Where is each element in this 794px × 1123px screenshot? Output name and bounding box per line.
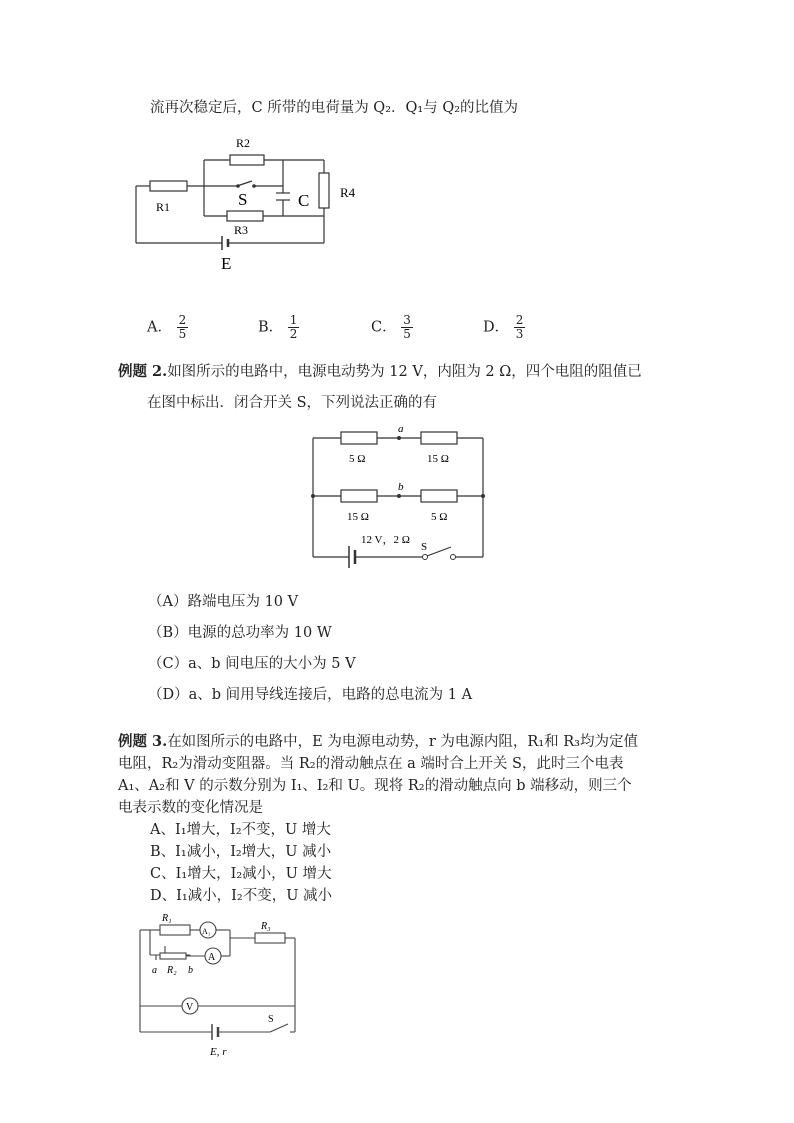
e-label: E xyxy=(221,254,232,273)
source-label: E, r xyxy=(210,1046,227,1058)
r4-label: R4 xyxy=(340,185,356,200)
q3-option-d[interactable]: D、I₁减小，I₂不变，U 减小 xyxy=(150,888,333,904)
q1-option-b[interactable] xyxy=(258,314,299,341)
s-label: S xyxy=(268,1014,274,1025)
q2-option-b[interactable]: （B）电源的总功率为 10 W xyxy=(148,625,332,641)
option-label: D． xyxy=(483,319,510,336)
a1-label: A₁ xyxy=(202,927,211,936)
a-label: a xyxy=(152,965,157,976)
r1-label: R₁ xyxy=(162,913,172,924)
option-label: B． xyxy=(258,319,284,336)
option-label: C． xyxy=(371,319,397,336)
q3-line1 xyxy=(118,732,638,752)
r2-rheostat xyxy=(160,953,186,959)
q2-option-c[interactable]: （C）a、b 间电压的大小为 5 V xyxy=(148,656,356,672)
s-label: S xyxy=(238,190,248,209)
resistor-top-right xyxy=(421,432,457,444)
numerator: 2 xyxy=(178,313,187,327)
q2-line2: 在图中标出．闭合开关 S，下列说法正确的有 xyxy=(147,395,438,411)
q1-circuit-diagram xyxy=(120,130,370,275)
q1-option-d[interactable] xyxy=(483,314,525,341)
v-label: V xyxy=(186,1002,194,1013)
q1-intro: 流再次稳定后，C 所带的电荷量为 Q₂．Q₁与 Q₂的比值为 xyxy=(150,100,519,116)
r3-label: R₃ xyxy=(261,921,271,932)
r2-label: R2 xyxy=(236,136,251,150)
q3-circuit-diagram xyxy=(130,910,320,1060)
q3-line3: A₁、A₂和 V 的示数分别为 I₁、I₂和 U。现将 R₂的滑动触点向 b 端移动，则三个 xyxy=(118,778,632,794)
denominator: 5 xyxy=(178,327,187,341)
q3-option-c[interactable]: C、I₁增大，I₂减小，U 增大 xyxy=(150,866,332,882)
q2-title: 例题 2. xyxy=(118,363,168,380)
r1-resistor xyxy=(150,181,187,191)
node-b-label: b xyxy=(398,481,404,493)
r3-resistor xyxy=(255,933,285,943)
r1-resistor xyxy=(160,925,190,935)
r-bottom-right-label: 5 Ω xyxy=(431,511,448,523)
option-label: A． xyxy=(147,319,172,336)
q3-option-a[interactable]: A、I₁增大，I₂不变，U 增大 xyxy=(150,822,331,838)
resistor-bottom-left xyxy=(341,490,377,502)
numerator: 1 xyxy=(289,313,298,327)
source-label: 12 V，2 Ω xyxy=(361,534,410,546)
c-label: C xyxy=(298,191,310,210)
r2-label: R₂ xyxy=(167,965,177,976)
q3-line4: 电表示数的变化情况是 xyxy=(118,800,263,816)
q3-option-b[interactable]: B、I₁减小，I₂增大，U 减小 xyxy=(150,844,332,860)
node-a-label: a xyxy=(398,423,404,435)
q3-line2: 电阻，R₂为滑动变阻器。当 R₂的滑动触点在 a 端时合上开关 S，此时三个电表 xyxy=(118,756,624,772)
q1-option-a[interactable] xyxy=(147,314,188,341)
numerator: 3 xyxy=(403,313,411,327)
b-label: b xyxy=(188,965,193,976)
switch-s xyxy=(427,547,451,556)
r1-label: R1 xyxy=(156,200,171,214)
r4-resistor xyxy=(319,173,329,208)
r3-resistor xyxy=(227,211,263,221)
q2-line1 xyxy=(118,362,642,382)
a2-label: A xyxy=(208,952,216,963)
q2-text-line1: 如图所示的电路中，电源电动势为 12 V，内阻为 2 Ω，四个电阻的阻值已 xyxy=(167,364,642,380)
q3-text-line1: 在如图所示的电路中，E 为电源电动势，r 为电源内阻，R₁和 R₃均为定值 xyxy=(167,734,638,750)
denominator: 2 xyxy=(289,327,298,341)
resistor-top-left xyxy=(341,432,377,444)
q2-option-a[interactable]: （A）路端电压为 10 V xyxy=(148,594,299,610)
q2-circuit-diagram xyxy=(305,420,495,580)
r-top-right-label: 15 Ω xyxy=(427,453,449,465)
numerator: 2 xyxy=(515,313,524,327)
q2-option-d[interactable]: （D）a、b 间用导线连接后，电路的总电流为 1 A xyxy=(148,687,473,703)
switch-s xyxy=(270,1024,288,1032)
r3-label: R3 xyxy=(234,223,249,237)
r2-resistor xyxy=(230,155,264,165)
denominator: 3 xyxy=(515,327,524,341)
denominator: 5 xyxy=(403,327,411,341)
r-top-left-label: 5 Ω xyxy=(349,453,366,465)
q1-option-c[interactable] xyxy=(371,314,413,341)
q3-title: 例题 3. xyxy=(118,733,168,750)
resistor-bottom-right xyxy=(421,490,457,502)
r-bottom-left-label: 15 Ω xyxy=(347,511,369,523)
switch-label: S xyxy=(421,541,428,553)
